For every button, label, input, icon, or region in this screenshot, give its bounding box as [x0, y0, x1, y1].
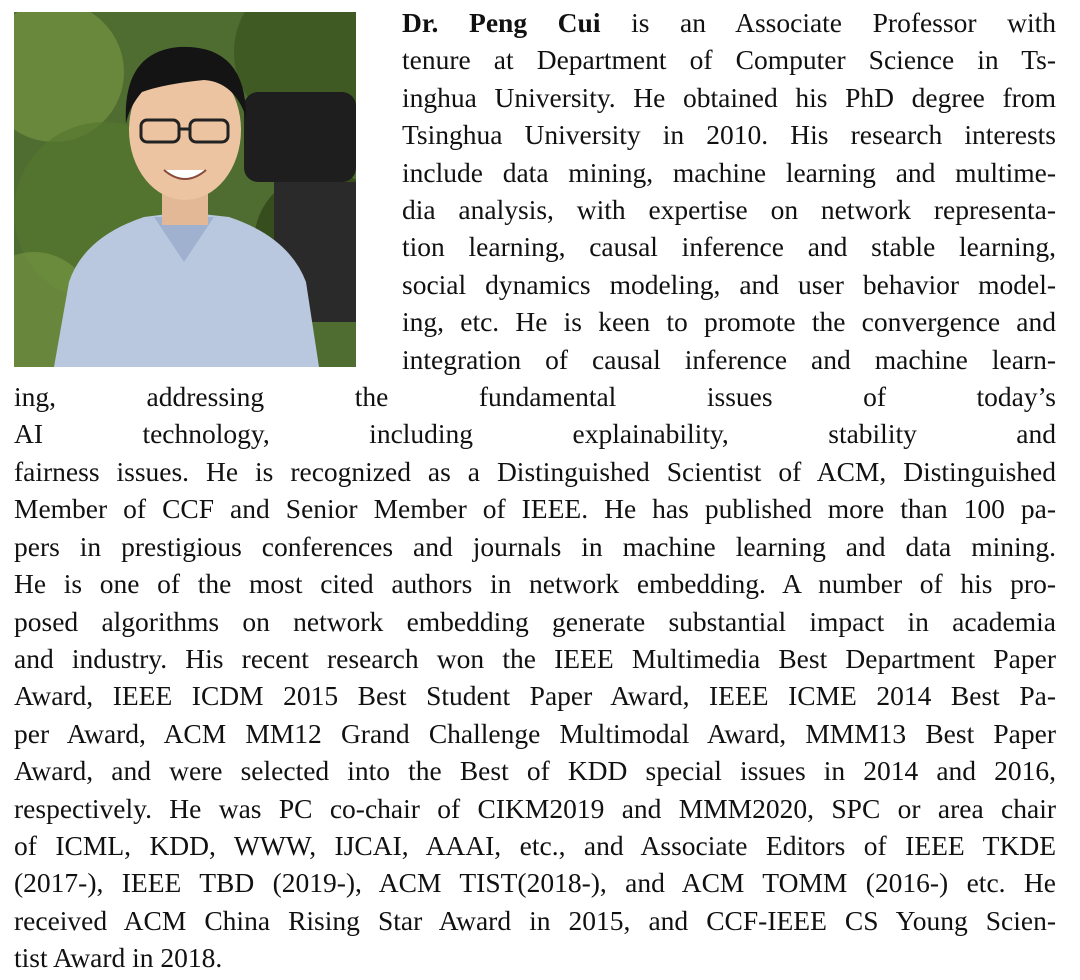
- bio-line: integration of causal inference and machine learn-: [402, 343, 1056, 375]
- bio-line: ing, etc. He is keen to promote the convergence and: [402, 306, 1056, 338]
- bio-line: social dynamics modeling, and user behavior model-: [402, 268, 1056, 300]
- bio-line: per Award, ACM MM12 Grand Challenge Multimodal Award, MMM13 Best Paper: [14, 717, 1056, 749]
- bio-line: Award, and were selected into the Best of KDD special issues in 2014 and 2016,: [14, 755, 1056, 787]
- portrait-illustration: [14, 12, 356, 367]
- bio-line: of ICML, KDD, WWW, IJCAI, AAAI, etc., and Associate Editors of IEEE TKDE: [14, 829, 1056, 861]
- bio-line: ing, addressing the fundamental issues of today’s: [14, 381, 1056, 413]
- bio-line: dia analysis, with expertise on network representa-: [402, 194, 1056, 226]
- bio-line: tion learning, causal inference and stable learning,: [402, 231, 1056, 263]
- bio-line: He is one of the most cited authors in network embedding. A number of his pro-: [14, 568, 1056, 600]
- bio-line: respectively. He was PC co-chair of CIKM2019 and MMM2020, SPC or area chair: [14, 792, 1056, 824]
- bio-line: tenure at Department of Computer Science in Ts-: [402, 44, 1056, 76]
- portrait-photo: [14, 12, 356, 367]
- biography: [14, 4, 1056, 977]
- bio-line: fairness issues. He is recognized as a Distinguished Scientist of ACM, Distinguished: [14, 455, 1056, 487]
- bio-line: include data mining, machine learning and multime-: [402, 156, 1056, 188]
- bio-line: posed algorithms on network embedding generate substantial impact in academia: [14, 605, 1056, 637]
- bio-line: received ACM China Rising Star Award in 2015, and CCF-IEEE CS Young Scien-: [14, 904, 1056, 936]
- bio-line: Award, IEEE ICDM 2015 Best Student Paper Award, IEEE ICME 2014 Best Pa-: [14, 680, 1056, 712]
- person-name: Dr. Peng Cui: [402, 7, 601, 38]
- bio-line: (2017-), IEEE TBD (2019-), ACM TIST(2018-), and ACM TOMM (2016-) etc. He: [14, 867, 1056, 899]
- bio-line: Member of CCF and Senior Member of IEEE. He has published more than 100 pa-: [14, 493, 1056, 525]
- bio-line: Dr. Peng Cui is an Associate Professor with: [402, 7, 1056, 38]
- bio-line: pers in prestigious conferences and journals in machine learning and data mining.: [14, 530, 1056, 562]
- bio-line: Tsinghua University in 2010. His research interests: [402, 119, 1056, 151]
- bio-line: AI technology, including explainability, stability and: [14, 418, 1056, 450]
- bio-line: tist Award in 2018.: [14, 942, 223, 974]
- bio-line: and industry. His recent research won the IEEE Multimedia Best Department Paper: [14, 642, 1056, 674]
- bio-line: inghua University. He obtained his PhD degree from: [402, 81, 1056, 113]
